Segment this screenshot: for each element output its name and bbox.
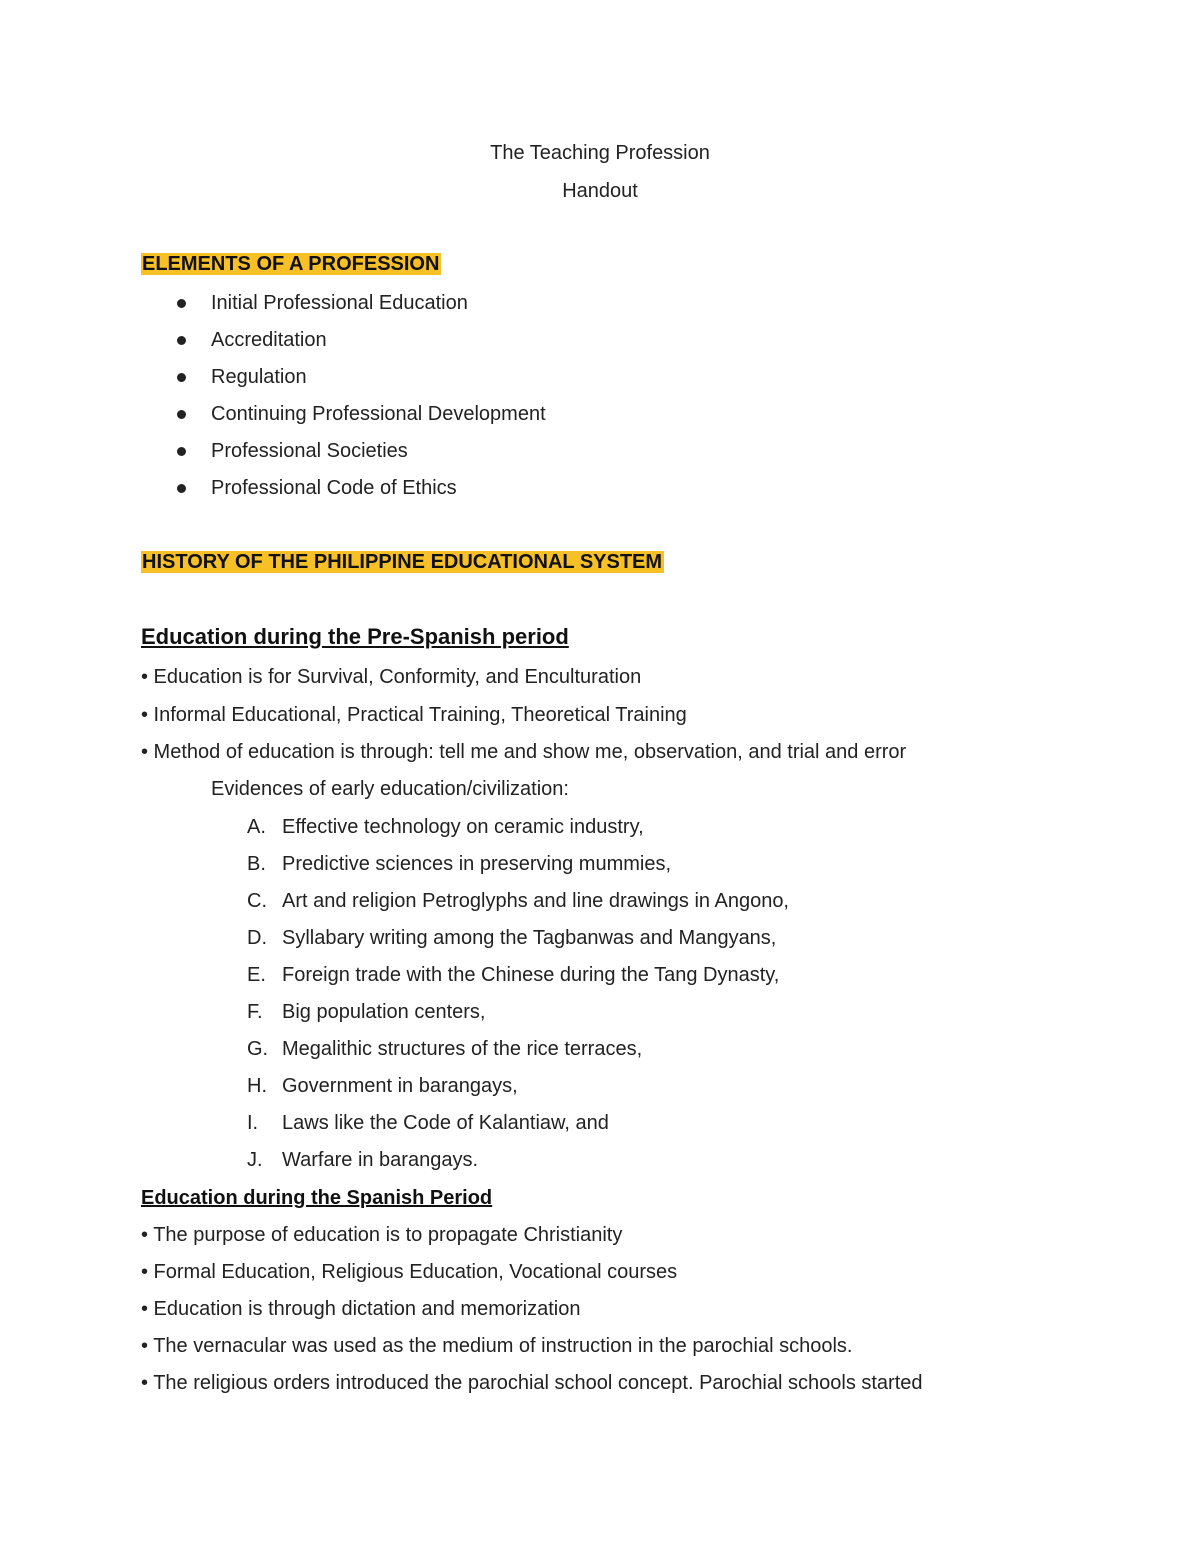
bullet-icon — [177, 336, 186, 345]
document-title: The Teaching Profession — [490, 142, 710, 164]
list-item-text: Professional Societies — [211, 440, 408, 462]
list-marker: F. — [247, 1001, 263, 1023]
elements-heading — [141, 252, 441, 276]
list-item-text: Predictive sciences in preserving mummies, — [282, 853, 672, 875]
spanish-bullet: • Formal Education, Religious Education, Vocational courses — [141, 1261, 678, 1283]
list-item-text: Warfare in barangays. — [282, 1149, 479, 1171]
pre-spanish-bullet: • Informal Educational, Practical Training, Theoretical Training — [141, 704, 687, 726]
elements-heading-text: ELEMENTS OF A PROFESSION — [142, 253, 440, 275]
list-marker: E. — [247, 964, 266, 986]
spanish-heading: Education during the Spanish Period — [141, 1187, 493, 1209]
list-item-text: Syllabary writing among the Tagbanwas and Mangyans, — [282, 927, 777, 949]
spanish-bullet: • The vernacular was used as the medium of instruction in the parochial schools. — [141, 1335, 853, 1357]
list-item-text: Big population centers, — [282, 1001, 486, 1023]
list-marker: H. — [247, 1075, 267, 1097]
list-marker: B. — [247, 853, 266, 875]
evidences-label: Evidences of early education/civilization: — [211, 778, 569, 800]
pre-spanish-bullet: • Education is for Survival, Conformity, and Enculturation — [141, 666, 642, 688]
list-item-text: Professional Code of Ethics — [211, 477, 457, 499]
list-marker: J. — [247, 1149, 263, 1171]
bullet-icon — [177, 410, 186, 419]
list-marker: D. — [247, 927, 267, 949]
bullet-icon — [177, 447, 186, 456]
list-item-text: Continuing Professional Development — [211, 403, 546, 425]
pre-spanish-heading: Education during the Pre-Spanish period — [141, 624, 569, 649]
list-item-text: Laws like the Code of Kalantiaw, and — [282, 1112, 609, 1134]
history-heading — [141, 550, 664, 574]
list-item-text: Government in barangays, — [282, 1075, 518, 1097]
spanish-bullet: • The purpose of education is to propagate Christianity — [141, 1224, 623, 1246]
list-marker: A. — [247, 816, 266, 838]
list-item-text: Foreign trade with the Chinese during the Tang Dynasty, — [282, 964, 780, 986]
list-item-text: Regulation — [211, 366, 307, 388]
history-heading-text: HISTORY OF THE PHILIPPINE EDUCATIONAL SYSTEM — [142, 551, 663, 573]
spanish-bullet: • The religious orders introduced the parochial school concept. Parochial schools started — [141, 1372, 923, 1394]
bullet-icon — [177, 373, 186, 382]
list-item-text: Megalithic structures of the rice terraces, — [282, 1038, 643, 1060]
list-marker: G. — [247, 1038, 269, 1060]
list-item-text: Art and religion Petroglyphs and line drawings in Angono, — [282, 890, 789, 912]
spanish-bullet: • Education is through dictation and memorization — [141, 1298, 581, 1320]
list-marker: C. — [247, 890, 267, 912]
bullet-icon — [177, 299, 186, 308]
list-item-text: Accreditation — [211, 329, 327, 351]
pre-spanish-bullet: • Method of education is through: tell me and show me, observation, and trial and error — [141, 741, 907, 763]
list-marker: I. — [247, 1112, 259, 1134]
list-item-text: Effective technology on ceramic industry, — [282, 816, 644, 838]
list-item-text: Initial Professional Education — [211, 292, 468, 314]
document-subtitle: Handout — [562, 180, 638, 202]
bullet-icon — [177, 484, 186, 493]
